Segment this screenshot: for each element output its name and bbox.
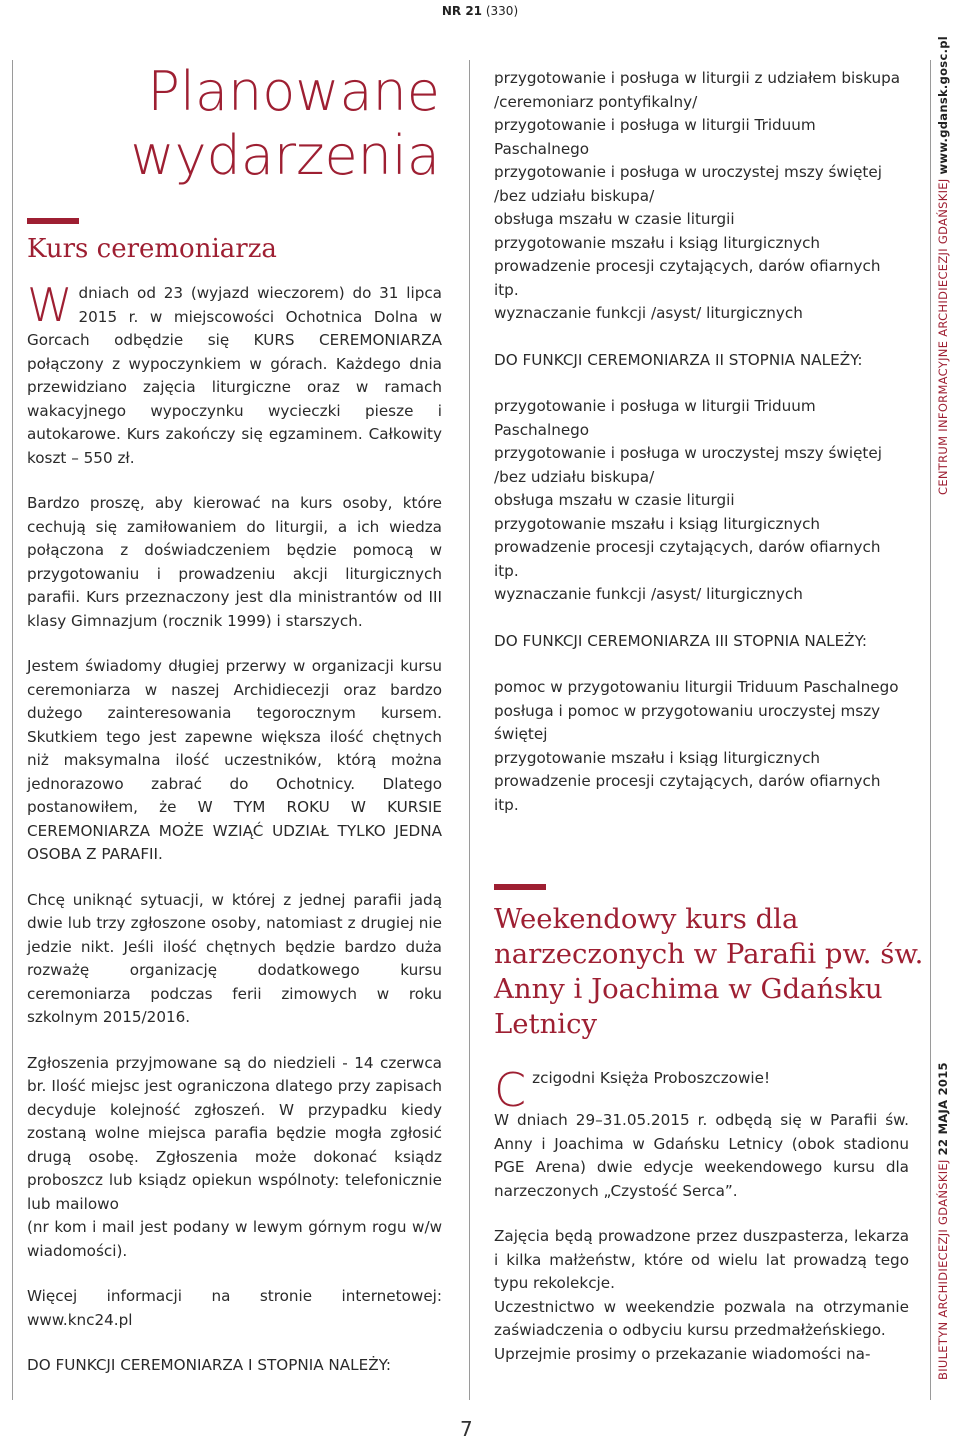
list-item: obsługa mszału w czasie liturgii <box>494 210 735 228</box>
list-item: prowadzenie procesji czytających, darów ofiarnych itp. <box>494 772 881 814</box>
kurs-intro: Wdniach od 23 (wyjazd wieczorem) do 31 lipca 2015 r. w miejscowości Ochotnica Dolna w Gorcach odbędzie się KURS CEREMONIARZA połączony z wypoczynkiem w górach. Każdego dnia przewidziano zajęcia liturgiczne oraz w ramach wakacyjnego wypoczynku wycieczki piesze i autokarowe. Kurs zakończy się egzaminem. Całkowity koszt – 550 zł. <box>27 278 442 467</box>
right-divider <box>930 60 931 1400</box>
weekend-paragraph: Uczestnictwo w weekendzie pozwala na otrzymanie zaświadczenia o odbyciu kursu przedmałżeńskiego. <box>494 1297 909 1339</box>
issue-number: NR 21 <box>441 4 483 18</box>
weekend-heading: Weekendowy kurs dla narzeczonych w Parafii pw. św. Anny i Joachima w Gdańsku Letnicy <box>494 903 924 1040</box>
weekend-paragraph: Uprzejmie prosimy o przekazanie wiadomości na- <box>494 1344 871 1363</box>
kurs-heading: Kurs ceremoniarza <box>27 234 277 264</box>
list-item: przygotowanie i posługa w uroczystej mszy świętej /bez udziału biskupa/ <box>494 444 882 486</box>
kurs-paragraph: Jestem świadomy długiej przerwy w organizacji kursu ceremoniarza w naszej Archidiecezji oraz bardzo dużego zainteresowania tegorocznym kursem. Skutkiem tego jest zapewne większa ilość chętnych niż maksymalna ilość uczestników, którą można jednorazowo zabrać do Ochotnicy. Dlatego postanowiłem, że W TYM ROKU W KURSIE CEREMONIARZA MOŻE WZIĄĆ UDZIAŁ TYLKO JEDNA OSOBA Z PARAFII. <box>27 657 442 863</box>
stopien1-heading: DO FUNKCJI CEREMONIARZA I STOPNIA NALEŻY: <box>27 1356 392 1374</box>
list-item: przygotowanie mszału i ksiąg liturgicznych <box>494 233 821 252</box>
issue-date: 22 MAJA 2015 <box>936 1062 950 1156</box>
weekend-paragraph: W dniach 29–31.05.2015 r. odbędą się w Parafii św. Anny i Joachima w Gdańsku Letnicy (obok stadionu PGE Arena) dwie edycje weekendowego kursu dla narzeczonych „Czystość Serca”. <box>494 1111 909 1200</box>
list-item: przygotowanie mszału i ksiąg liturgicznych <box>494 748 821 767</box>
list-item: prowadzenie procesji czytających, darów ofiarnych itp. <box>494 257 881 299</box>
kurs-paragraph: Bardzo proszę, aby kierować na kurs osoby, które cechują się zamiłowaniem do liturgii, a ich wiedza połączona z doświadczeniem będzie pomocą w przygotowaniu i prowadzeniu akcji liturgicznych parafii. Kurs przeznaczony jest dla ministrantów od III klasy Gimnazjum (rocznik 1999) i starszych. <box>27 494 442 630</box>
drop-cap-c: C <box>494 1063 527 1117</box>
side-label-bottom: BIULETYN ARCHIDIECEZJI GDAŃSKIEJ 22 MAJA 2015 <box>936 1062 950 1380</box>
page-title: Planowane wydarzenia <box>130 60 440 187</box>
site-url: www.gdansk.gosc.pl <box>936 35 950 175</box>
right-column <box>494 67 909 817</box>
list-item: obsługa mszału w czasie liturgii <box>494 491 735 509</box>
kurs-paragraph: Chcę uniknąć sytuacji, w której z jednej parafii jadą dwie lub trzy zgłoszone osoby, natomiast z drugiej nie jedzie nikt. Jeśli ilość chętnych będzie bardzo duża rozważę organizację dodatkowego kursu ceremoniarza podczas ferii zimowych w roku szkolnym 2015/2016. <box>27 890 442 1026</box>
kurs-more-info: Więcej informacji na stronie internetowej: www.knc24.pl <box>27 1287 442 1329</box>
left-divider <box>12 60 13 1400</box>
list-item: prowadzenie procesji czytających, darów ofiarnych itp. <box>494 538 881 580</box>
center-divider <box>469 60 470 1400</box>
stopien3-heading: DO FUNKCJI CEREMONIARZA III STOPNIA NALEŻY: <box>494 631 867 650</box>
list-item: pomoc w przygotowaniu liturgii Triduum Paschalnego <box>494 678 899 696</box>
list-item: przygotowanie mszału i ksiąg liturgicznych <box>494 514 821 533</box>
list-item: przygotowanie i posługa w liturgii Triduum Paschalnego <box>494 116 816 158</box>
issue-total: (330) <box>485 4 519 18</box>
left-column <box>27 278 442 1378</box>
list-item: przygotowanie i posługa w uroczystej mszy świętej /bez udziału biskupa/ <box>494 163 882 205</box>
list-item: wyznaczanie funkcji /asyst/ liturgicznych <box>494 585 803 603</box>
issue-header <box>0 4 960 18</box>
stopien2-heading: DO FUNKCJI CEREMONIARZA II STOPNIA NALEŻY: <box>494 350 863 369</box>
weekend-paragraph: Zajęcia będą prowadzone przez duszpasterza, lekarza i kilka małżeństw, które od wielu lat prowadzą tego typu rekolekcje. <box>494 1227 909 1292</box>
list-item: przygotowanie i posługa w liturgii z udziałem biskupa /ceremoniarz pontyfikalny/ <box>494 69 901 111</box>
list-item: posługa i pomoc w przygotowaniu uroczystej mszy świętej <box>494 701 881 743</box>
kurs-contact-note: (nr kom i mail jest podany w lewym górnym rogu w/w wiadomości). <box>27 1218 442 1260</box>
list-item: przygotowanie i posługa w liturgii Triduum Paschalnego <box>494 397 816 439</box>
weekend-body <box>494 1063 909 1366</box>
weekend-heading-bar <box>494 884 546 890</box>
list-item: wyznaczanie funkcji /asyst/ liturgicznych <box>494 304 803 322</box>
drop-cap-w: W <box>27 278 73 332</box>
page-number: 7 <box>460 1417 473 1441</box>
kurs-heading-bar <box>27 218 79 224</box>
kurs-paragraph: Zgłoszenia przyjmowane są do niedzieli - 14 czerwca br. Ilość miejsc jest ograniczona dlatego przy zapisach decyduje kolejność zgłoszeń. W przypadku kiedy zostaną wolne miejsca parafia będzie mogła zgłosić drugą osobę. Zgłoszenia może dokonać ksiądz proboszcz lub ksiądz opiekun wspólnoty: telefonicznie lub mailowo <box>27 1053 442 1213</box>
side-label-top: CENTRUM INFORMACYJNE ARCHIDIECEZJI GDAŃSKIEJ www.gdansk.gosc.pl <box>936 35 950 495</box>
weekend-greeting: Czcigodni Księża Proboszczowie! <box>494 1063 771 1117</box>
